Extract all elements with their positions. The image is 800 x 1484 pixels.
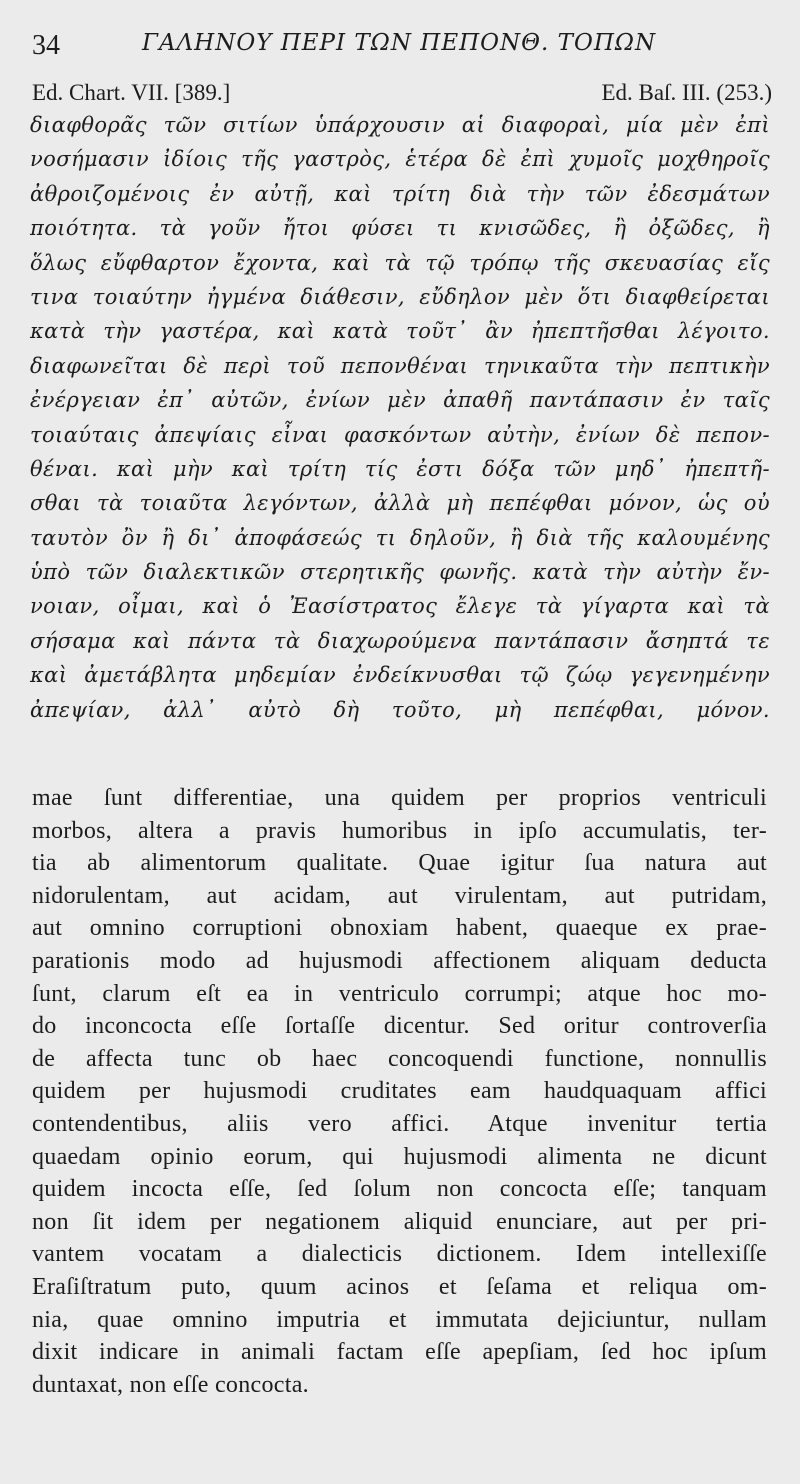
latin-text-line: contendentibus, aliis vero affici. Atque invenitur tertia (32, 1110, 767, 1137)
latin-text-line: Eraſiſtratum puto, quum acinos et ſeſama et reliqua om- (32, 1273, 767, 1300)
latin-text-line: nia, quae omnino imputria et immutata dejiciuntur, nullam (32, 1306, 767, 1333)
latin-text-line: vantem vocatam a dialecticis dictionem. Idem intellexiſſe (32, 1241, 767, 1268)
latin-text-line: de affecta tunc ob haec concoquendi functione, nonnullis (32, 1045, 767, 1072)
greek-text-line: ἀπεψίαν, ἀλλ᾽ αὐτὸ δὴ τοῦτο, μὴ πεπέφθαι, μόνον. (30, 697, 770, 722)
greek-text-line: ὑπὸ τῶν διαλεκτικῶν στερητικῆς φωνῆς. κατὰ τὴν αὐτὴν ἔν- (30, 560, 770, 585)
page-number: 34 (32, 30, 60, 61)
latin-text-line: dixit indicare in animali factam eſſe apepſiam, ſed hoc ipſum (32, 1339, 767, 1366)
latin-text-line: tia ab alimentorum qualitate. Quae igitur ſua natura aut (32, 850, 767, 877)
latin-text-line: quaedam opinio eorum, qui hujusmodi alimenta ne dicunt (32, 1143, 767, 1170)
greek-text-line: διαφωνεῖται δὲ περὶ τοῦ πεπονθέναι τηνικαῦτα τὴν πεπτικὴν (30, 353, 770, 378)
greek-text-line: θέναι. καὶ μὴν καὶ τρίτη τίς ἐστι δόξα τῶν μηδ᾽ ἠπεπτῆ- (30, 456, 770, 481)
greek-text-line: νοσήμασιν ἰδίοις τῆς γαστρὸς, ἑτέρα δὲ ἐπὶ χυμοῖς μοχθηροῖς (30, 147, 770, 172)
latin-text-line: morbos, altera a pravis humoribus in ipſo accumulatis, ter- (32, 817, 767, 844)
greek-text-block (30, 108, 770, 727)
greek-text-line: σθαι τὰ τοιαῦτα λεγόντων, ἀλλὰ μὴ πεπέφθαι μόνον, ὡς οὐ (30, 491, 770, 516)
latin-text-block (32, 782, 767, 1401)
greek-text-line: ἀθροιζομένοις ἐν αὐτῇ, καὶ τρίτη διὰ τὴν τῶν ἐδεσμάτων (30, 181, 770, 206)
greek-text-line: ὅλως εὔφθαρτον ἔχοντα, καὶ τὰ τῷ τρόπῳ τῆς σκευασίας εἴς (30, 250, 770, 275)
greek-text-line: νοιαν, οἶμαι, καὶ ὁ Ἐασίστρατος ἔλεγε τὰ γίγαρτα καὶ τὰ (30, 594, 770, 619)
greek-text-line: ἐνέργειαν ἐπ᾽ αὐτῶν, ἐνίων μὲν ἀπαθῆ παντάπασιν ἐν ταῖς (30, 388, 770, 413)
latin-text-line: mae ſunt differentiae, una quidem per proprios ventriculi (32, 785, 767, 811)
latin-text-line: ſunt, clarum eſt ea in ventriculo corrumpi; atque hoc mo- (32, 980, 767, 1007)
running-title: ΓΑΛΗΝΟΥ ΠΕΡΙ ΤΩΝ ΠΕΠΟΝΘ. ΤΟΠΩΝ (142, 30, 657, 56)
greek-text-line: σήσαμα καὶ πάντα τὰ διαχωρούμενα παντάπασιν ἄσηπτά τε (30, 628, 770, 653)
latin-text-line: quidem incocta eſſe, ſed ſolum non concocta eſſe; tanquam (32, 1176, 767, 1203)
latin-text-line: nidorulentam, aut acidam, aut virulentam, aut putridam, (32, 882, 767, 909)
latin-text-line: non ſit idem per negationem aliquid enunciare, aut per pri- (32, 1208, 767, 1235)
latin-text-line: do inconcocta eſſe ſortaſſe dicentur. Sed oritur controverſia (32, 1013, 767, 1040)
greek-text-line: καὶ ἀμετάβλητα μηδεμίαν ἐνδείκνυσθαι τῷ ζώῳ γεγενημένην (30, 663, 770, 688)
edition-basel-reference: Ed. Baſ. III. (253.) (601, 80, 772, 105)
edition-chart-reference: Ed. Chart. VII. [389.] (32, 80, 231, 105)
page-header (32, 28, 770, 64)
latin-text-line: duntaxat, non eſſe concocta. (32, 1371, 309, 1398)
greek-text-line: κατὰ τὴν γαστέρα, καὶ κατὰ τοῦτ᾽ ἂν ἠπεπτῆσθαι λέγοιτο. (30, 319, 770, 344)
greek-text-line: ποιότητα. τὰ γοῦν ἤτοι φύσει τι κνισῶδες, ἢ ὀξῶδες, ἢ (30, 216, 770, 241)
latin-text-line: aut omnino corruptioni obnoxiam habent, quaeque ex prae- (32, 915, 767, 942)
latin-text-line: quidem per hujusmodi cruditates eam haudquaquam affici (32, 1078, 767, 1105)
greek-text-line: τοιαύταις ἀπεψίαις εἶναι φασκόντων αὐτὴν, ἐνίων δὲ πεπον- (30, 422, 770, 447)
greek-text-line: ταυτὸν ὂν ἢ δι᾽ ἀποφάσεώς τι δηλοῦν, ἢ διὰ τῆς καλουμένης (30, 525, 770, 550)
latin-text-line: parationis modo ad hujusmodi affectionem aliquam deducta (32, 947, 767, 974)
greek-text-line: τινα τοιαύτην ἠγμένα διάθεσιν, εὔδηλον μὲν ὅτι διαφθείρεται (30, 284, 770, 309)
greek-text-line: διαφθορᾶς τῶν σιτίων ὑπάρχουσιν αἱ διαφοραὶ, μία μὲν ἐπὶ (30, 113, 770, 137)
edition-references (32, 80, 772, 110)
